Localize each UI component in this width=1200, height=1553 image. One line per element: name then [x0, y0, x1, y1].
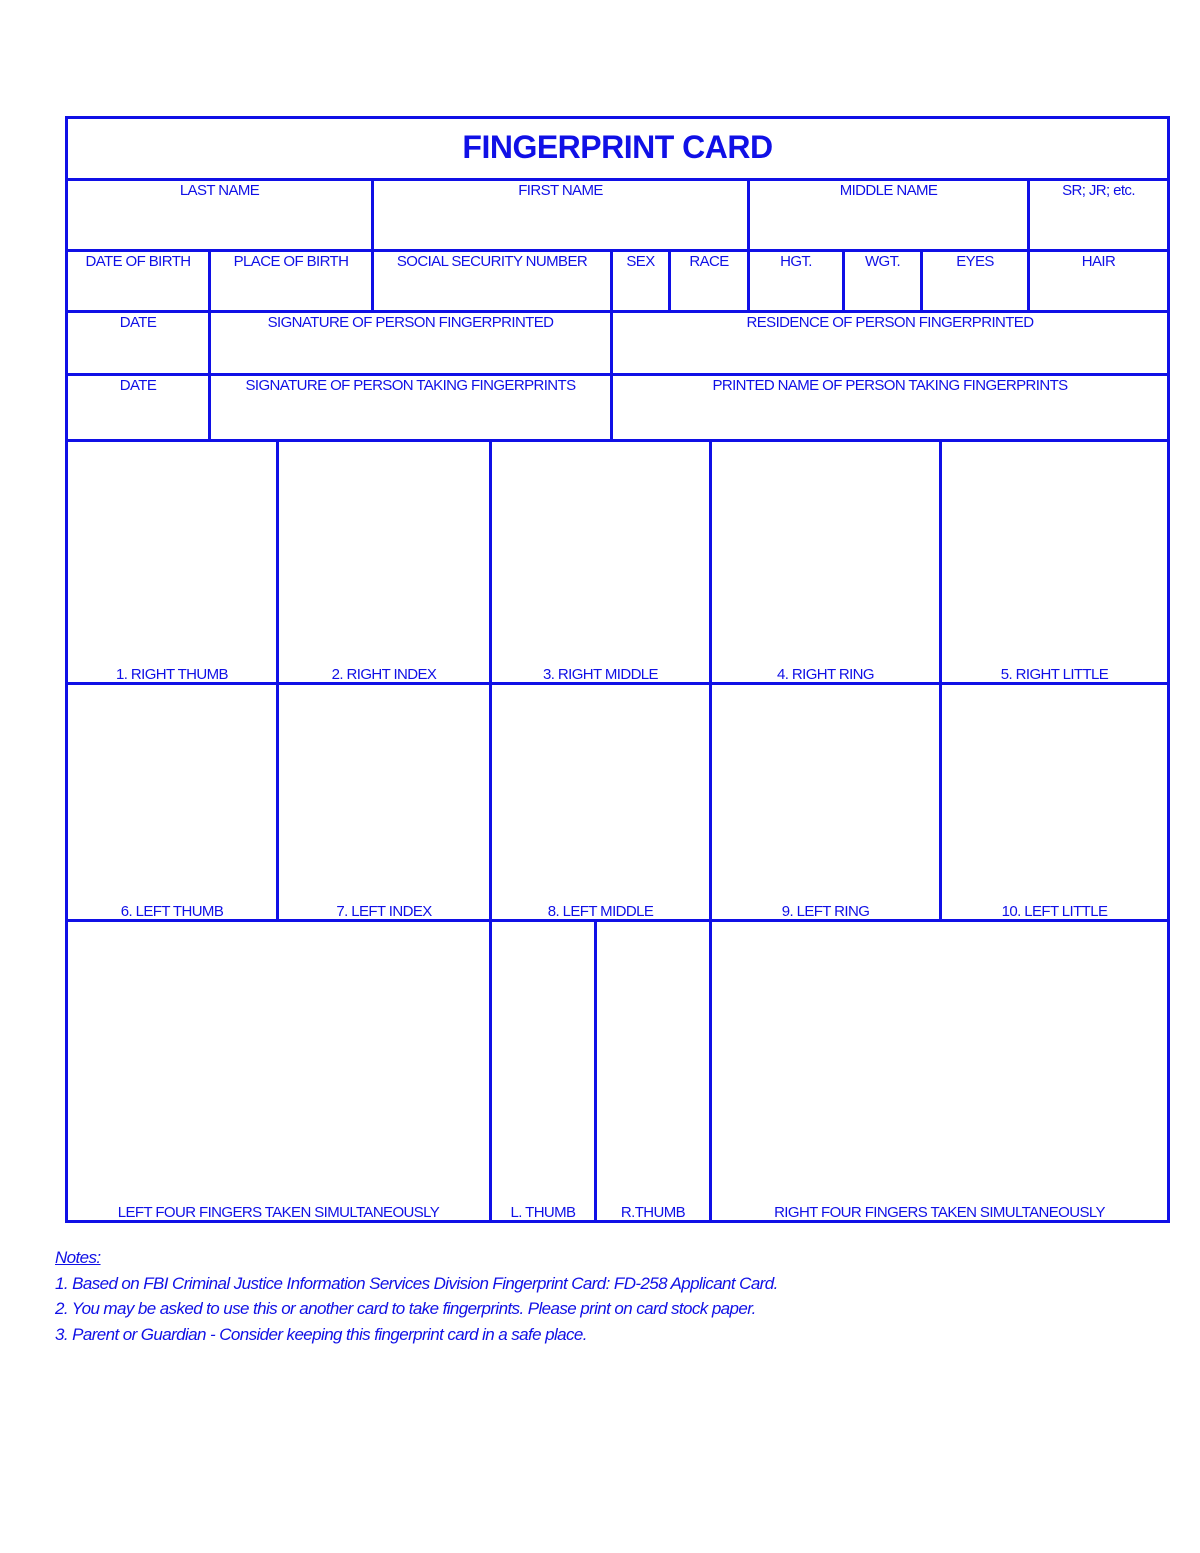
first-name-label: FIRST NAME — [518, 182, 603, 199]
note-item: 1. Based on FBI Criminal Justice Information Services Division Fingerprint Card: FD-258 Applicant Card. — [55, 1273, 778, 1293]
print-box-left-index[interactable] — [276, 682, 492, 922]
first-name-field[interactable] — [371, 178, 750, 252]
signature-label: SIGNATURE OF PERSON FINGERPRINTED — [267, 314, 554, 331]
card-title: FINGERPRINT CARD — [462, 129, 773, 165]
print-box-left-middle[interactable] — [489, 682, 712, 922]
taker-printed-name-field[interactable] — [610, 373, 1170, 442]
sex-field[interactable] — [610, 249, 671, 313]
hair-label: HAIR — [1081, 253, 1116, 270]
residence-label: RESIDENCE OF PERSON FINGERPRINTED — [746, 314, 1034, 331]
taker-signature-label: SIGNATURE OF PERSON TAKING FINGERPRINTS — [245, 377, 576, 394]
note-item: 3. Parent or Guardian - Consider keeping this fingerprint card in a safe place. — [55, 1324, 587, 1344]
finger-label: 4. RIGHT RING — [777, 666, 874, 683]
finger-label: RIGHT FOUR FINGERS TAKEN SIMULTANEOUSLY — [774, 1204, 1105, 1221]
residence-field[interactable] — [610, 310, 1170, 376]
place-of-birth-field[interactable] — [208, 249, 374, 313]
date-label: DATE — [119, 314, 157, 331]
finger-label: 6. LEFT THUMB — [120, 903, 224, 920]
height-label: HGT. — [780, 253, 812, 270]
last-name-field[interactable] — [65, 178, 374, 252]
finger-label: 9. LEFT RING — [781, 903, 870, 920]
weight-label: WGT. — [864, 253, 901, 270]
weight-field[interactable] — [842, 249, 923, 313]
height-field[interactable] — [747, 249, 845, 313]
taker-date-field[interactable] — [65, 373, 211, 442]
print-box-left-thumb[interactable] — [65, 682, 279, 922]
fingerprint-card — [65, 116, 1170, 1223]
finger-label: 10. LEFT LITTLE — [1001, 903, 1108, 920]
finger-label: 1. RIGHT THUMB — [116, 666, 228, 683]
ssn-field[interactable] — [371, 249, 613, 313]
finger-label: 3. RIGHT MIDDLE — [543, 666, 658, 683]
middle-name-field[interactable] — [747, 178, 1030, 252]
middle-name-label: MIDDLE NAME — [839, 182, 938, 199]
date-of-birth-field[interactable] — [65, 249, 211, 313]
print-box-left-four[interactable] — [65, 919, 492, 1223]
print-box-right-four[interactable] — [709, 919, 1170, 1223]
print-box-right-thumb[interactable] — [65, 439, 279, 685]
suffix-label: SR; JR; etc. — [1062, 182, 1135, 199]
suffix-field[interactable] — [1027, 178, 1170, 252]
date-label: DATE — [119, 377, 157, 394]
hair-field[interactable] — [1027, 249, 1170, 313]
note-item: 2. You may be asked to use this or another card to take fingerprints. Please print on card stock paper. — [55, 1299, 756, 1318]
print-box-left-little[interactable] — [939, 682, 1170, 922]
print-box-l-thumb[interactable] — [489, 919, 597, 1223]
finger-label: 7. LEFT INDEX — [336, 903, 432, 920]
finger-label: 8. LEFT MIDDLE — [547, 903, 654, 920]
finger-label: LEFT FOUR FINGERS TAKEN SIMULTANEOUSLY — [117, 1204, 440, 1221]
taker-printed-name-label: PRINTED NAME OF PERSON TAKING FINGERPRINTS — [712, 377, 1068, 394]
eyes-label: EYES — [956, 253, 994, 270]
ssn-label: SOCIAL SECURITY NUMBER — [396, 253, 588, 270]
finger-label: 5. RIGHT LITTLE — [1000, 666, 1109, 683]
print-box-r-thumb[interactable] — [594, 919, 712, 1223]
sex-label: SEX — [626, 253, 655, 270]
finger-label: L. THUMB — [510, 1204, 576, 1221]
notes-heading: Notes: — [55, 1248, 101, 1267]
place-of-birth-label: PLACE OF BIRTH — [233, 253, 349, 270]
print-box-left-ring[interactable] — [709, 682, 942, 922]
fingerprinted-signature-field[interactable] — [208, 310, 613, 376]
taker-signature-field[interactable] — [208, 373, 613, 442]
race-field[interactable] — [668, 249, 750, 313]
eyes-field[interactable] — [920, 249, 1030, 313]
last-name-label: LAST NAME — [179, 182, 260, 199]
print-box-right-little[interactable] — [939, 439, 1170, 685]
print-box-right-index[interactable] — [276, 439, 492, 685]
border-top — [65, 116, 1170, 119]
fingerprinted-date-field[interactable] — [65, 310, 211, 376]
date-of-birth-label: DATE OF BIRTH — [85, 253, 191, 270]
race-label: RACE — [689, 253, 729, 270]
finger-label: 2. RIGHT INDEX — [331, 666, 437, 683]
print-box-right-middle[interactable] — [489, 439, 712, 685]
print-box-right-ring[interactable] — [709, 439, 942, 685]
notes-section — [55, 1245, 778, 1347]
finger-label: R.THUMB — [620, 1204, 686, 1221]
